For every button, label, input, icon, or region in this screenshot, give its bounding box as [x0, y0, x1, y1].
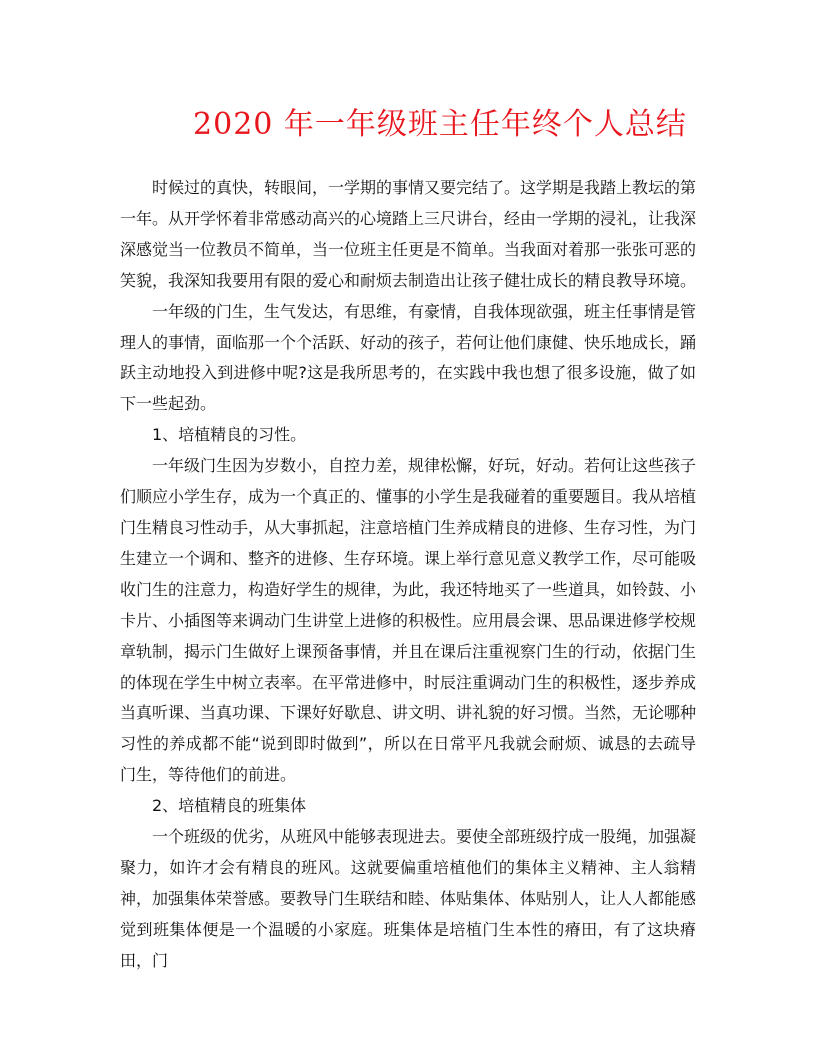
paragraph-habits: 一年级门生因为岁数小，自控力差，规律松懈，好玩，好动。若何让这些孩子们顺应小学生存，成为一个真正的、懂事的小学生是我碰着的重要题目。我从培植门生精良习性动手，从大事抓起，注意培植门生养成精良的进修、生存习性，为门生建立一个调和、整齐的进修、生存环境。课上举行意见意义教学工作，尽可能吸收门生的注意力，构造好学生的规律，为此，我还特地买了一些道具，如铃鼓、小卡片、小插图等来调动门生讲堂上进修的积极性。应用晨会课、思品课进修学校规章轨制，揭示门生做好上课预备事情，并且在课后注重视察门生的行动，依据门生的体现在学生中树立表率。在平常进修中，时辰注重调动门生的积极性，逐步养成当真听课、当真功课、下课好好歇息、讲文明、讲礼貌的好习惯。当然，无论哪种习性的养成都不能“说到即时做到”，所以在日常平凡我就会耐烦、诚恳的去疏导门生，等待他们的前进。 — [120, 456, 697, 785]
paragraph-approach: 一年级的门生，生气发达，有思维，有豪情，自我体现欲强，班主任事情是管理人的事情，面临那一个个活跃、好动的孩子，若何让他们康健、快乐地成长，踊跃主动地投入到进修中呢?这是我所思考的，在实践中我也想了很多设施，做了如下一些起劲。 — [120, 301, 697, 414]
document-title: 2020 年一年级班主任年终个人总结 — [193, 107, 687, 142]
paragraph-collective: 一个班级的优劣，从班风中能够表现进去。要使全部班级拧成一股绳，加强凝聚力，如许才会有精良的班风。这就要偏重培植他们的集体主义精神、主人翁精神，加强集体荣誉感。要教导门生联结和睦、体贴集体、体贴别人，让人人都能感觉到班集体便是一个温暖的小家庭。班集体是培植门生本性的瘠田，有了这块瘠田，门 — [120, 827, 697, 970]
paragraph-intro: 时候过的真快，转眼间，一学期的事情又要完结了。这学期是我踏上教坛的第一年。从开学怀着非常感动高兴的心境踏上三尺讲台，经由一学期的浸礼，让我深深感觉当一位教员不简单，当一位班主任更是不简单。当我面对着那一张张可恶的笑貌，我深知我要用有限的爱心和耐烦去制造出让孩子健壮成长的精良教导环境。 — [120, 178, 697, 290]
section-heading-habits: 1、培植精良的习性。 — [152, 425, 307, 445]
section-heading-collective: 2、培植精良的班集体 — [152, 796, 307, 816]
document-body — [120, 173, 696, 977]
